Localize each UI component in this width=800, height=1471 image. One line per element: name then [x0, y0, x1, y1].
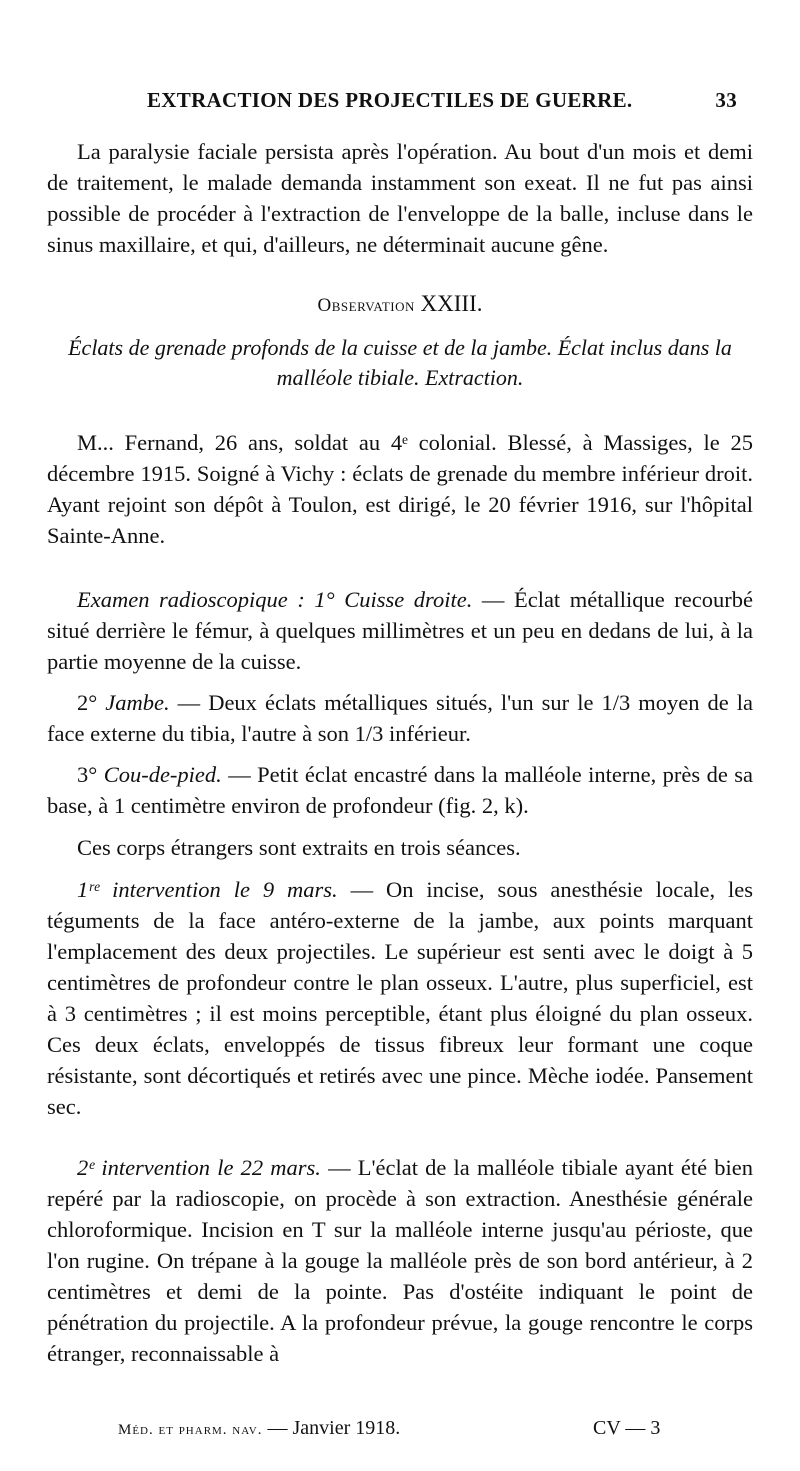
- running-title: EXTRACTION DES PROJECTILES DE GUERRE.: [147, 88, 633, 112]
- paragraph-radioscopy: [47, 584, 753, 677]
- footer-signature: CV — 3: [593, 1417, 661, 1439]
- page-number: 33: [715, 88, 737, 112]
- journal-date: — Janvier 1918.: [262, 1417, 401, 1439]
- paragraph-extraction-sessions: Ces corps étrangers sont extraits en trois séances.: [77, 835, 521, 860]
- cou-de-pied-text: — Petit éclat encastré dans la malléole interne, près de sa base, à 1 centimètre environ de profondeur (fig. 2, k).: [47, 762, 753, 818]
- footer-journal: [118, 1417, 400, 1440]
- paragraph-patient: M... Fernand, 26 ans, soldat au 4ᵉ colonial. Blessé, à Massiges, le 25 décembre 1915. Soigné à Vichy : éclats de grenade du membre inférieur droit. Ayant rejoint son dépôt à Toulon, est dirigé, le 20 février 1916, sur l'hôpital Sainte-Anne.: [47, 430, 753, 548]
- radioscopy-lead: Examen radioscopique : 1° Cuisse droite.: [77, 587, 473, 612]
- cou-de-pied-lead: Cou-de-pied.: [103, 762, 222, 787]
- paragraph-jambe: [47, 687, 753, 749]
- second-intervention-lead: 2ᵉ intervention le 22 mars.: [77, 1155, 321, 1180]
- second-intervention-text: — L'éclat de la malléole tibiale ayant été bien repéré par la radioscopie, on procède à son extraction. Anesthésie générale chloroformique. Incision en T sur la malléole interne jusqu'au périoste, que l'on rugine. On trépane à la gouge la malléole près de son bord antérieur, à 2 centimètres et demi de la pointe. Pas d'ostéite indiquant le point de pénétration du projectile. A la profondeur prévue, la gouge rencontre le corps étranger, reconnaissable à: [47, 1155, 753, 1366]
- page-footer: [0, 1417, 800, 1447]
- running-header: [47, 88, 753, 118]
- observation-number: XXIII.: [420, 291, 483, 316]
- paragraph-second-intervention: [47, 1152, 753, 1369]
- radioscopy-text: — Éclat métallique recourbé situé derrière le fémur, à quelques millimètres et un peu en dedans de lui, à la partie moyenne de la cuisse.: [47, 587, 753, 674]
- journal-name: Méd. et pharm. nav.: [118, 1422, 263, 1438]
- jambe-text: — Deux éclats métalliques situés, l'un sur le 1/3 moyen de la face externe du tibia, l'autre à son 1/3 inférieur.: [47, 690, 754, 746]
- jambe-lead: Jambe.: [105, 690, 170, 715]
- paragraph-first-intervention: [47, 874, 753, 1122]
- observation-subtitle: Éclats de grenade profonds de la cuisse et de la jambe. Éclat inclus dans la malléole tibiale. Extraction.: [68, 335, 732, 390]
- paragraph-cou-de-pied: [47, 759, 753, 821]
- first-intervention-lead: 1ʳᵉ intervention le 9 mars.: [77, 877, 338, 902]
- jambe-number: 2°: [77, 690, 106, 715]
- observation-label: Observation: [317, 295, 415, 316]
- first-intervention-text: — On incise, sous anesthésie locale, les téguments de la face antéro-externe de la jambe, aux points marquant l'emplacement des deux projectiles. Le supérieur est senti avec le doigt à 5 centimètres de profondeur contre le plan osseux. L'autre, plus superficiel, est à 3 centimètres ; il est moins perceptible, étant plus éloigné du plan osseux. Ces deux éclats, enveloppés de tissus fibreux leur formant une coque résistante, sont décortiqués et retirés avec une pince. Mèche iodée. Pansement sec.: [47, 877, 753, 1119]
- observation-heading: [47, 288, 753, 321]
- paragraph-facial-paralysis: La paralysie faciale persista après l'opération. Au bout d'un mois et demi de traitement, le malade demanda instamment son exeat. Il ne fut pas ainsi possible de procéder à l'extraction de l'enveloppe de la balle, incluse dans le sinus maxillaire, et qui, d'ailleurs, ne déterminait aucune gêne.: [47, 139, 753, 257]
- cou-de-pied-number: 3°: [77, 762, 104, 787]
